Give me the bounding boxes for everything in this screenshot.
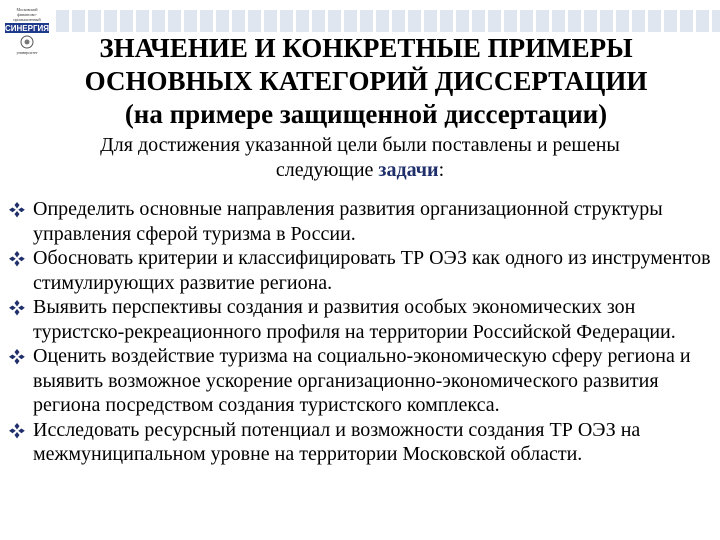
list-item [8,418,714,467]
list-item [8,246,714,295]
svg-text:Московский: Московский [16,7,38,12]
diamond-bullet-icon [8,299,26,317]
intro-line [40,158,680,183]
svg-text:СИНЕРГИЯ: СИНЕРГИЯ [4,24,50,33]
intro-text [40,133,680,183]
task-text: Обосновать критерии и классифицировать ТР ОЭЗ как одного из инструментов стимулирующих развитие региона. [33,247,711,294]
svg-text:финансово-: финансово- [17,12,37,17]
diamond-bullet-icon [8,250,26,268]
task-text: Оценить воздействие туризма на социально-экономическую сферу региона и выявить возможное ускорение организационно-экономического развития региона посредством создания туристского комплекса. [33,345,691,416]
list-item [8,344,714,418]
title-line: (на примере защищенной диссертации) [124,99,608,129]
header-stripe [56,10,720,32]
svg-text:промышленный: промышленный [13,17,41,22]
diamond-bullet-icon [8,422,26,440]
intro-line: Для достижения указанной цели были поставлены и решены [100,134,620,156]
intro-prefix: следующие [275,159,379,181]
slide-title [56,32,676,131]
title-line: ОСНОВНЫХ КАТЕГОРИЙ ДИССЕРТАЦИИ [84,66,648,96]
task-list [8,197,714,467]
diamond-bullet-icon [8,348,26,366]
list-item [8,197,714,246]
university-logo [4,4,50,56]
intro-highlight: задачи [378,159,439,181]
diamond-bullet-icon [8,201,26,219]
task-text: Исследовать ресурсный потенциал и возможности создания ТР ОЭЗ на межмуниципальном уровне на территории Московской области. [33,418,641,465]
title-line: ЗНАЧЕНИЕ И КОНКРЕТНЫЕ ПРИМЕРЫ [99,33,633,63]
intro-suffix: : [438,159,445,181]
svg-text:университет: университет [16,50,38,55]
task-text: Выявить перспективы создания и развития особых экономических зон туристско-рекреационного профиля на территории Российской Федерации. [33,296,676,343]
task-text: Определить основные направления развития организационной структуры управления сферой туризма в России. [33,198,663,245]
list-item [8,295,714,344]
